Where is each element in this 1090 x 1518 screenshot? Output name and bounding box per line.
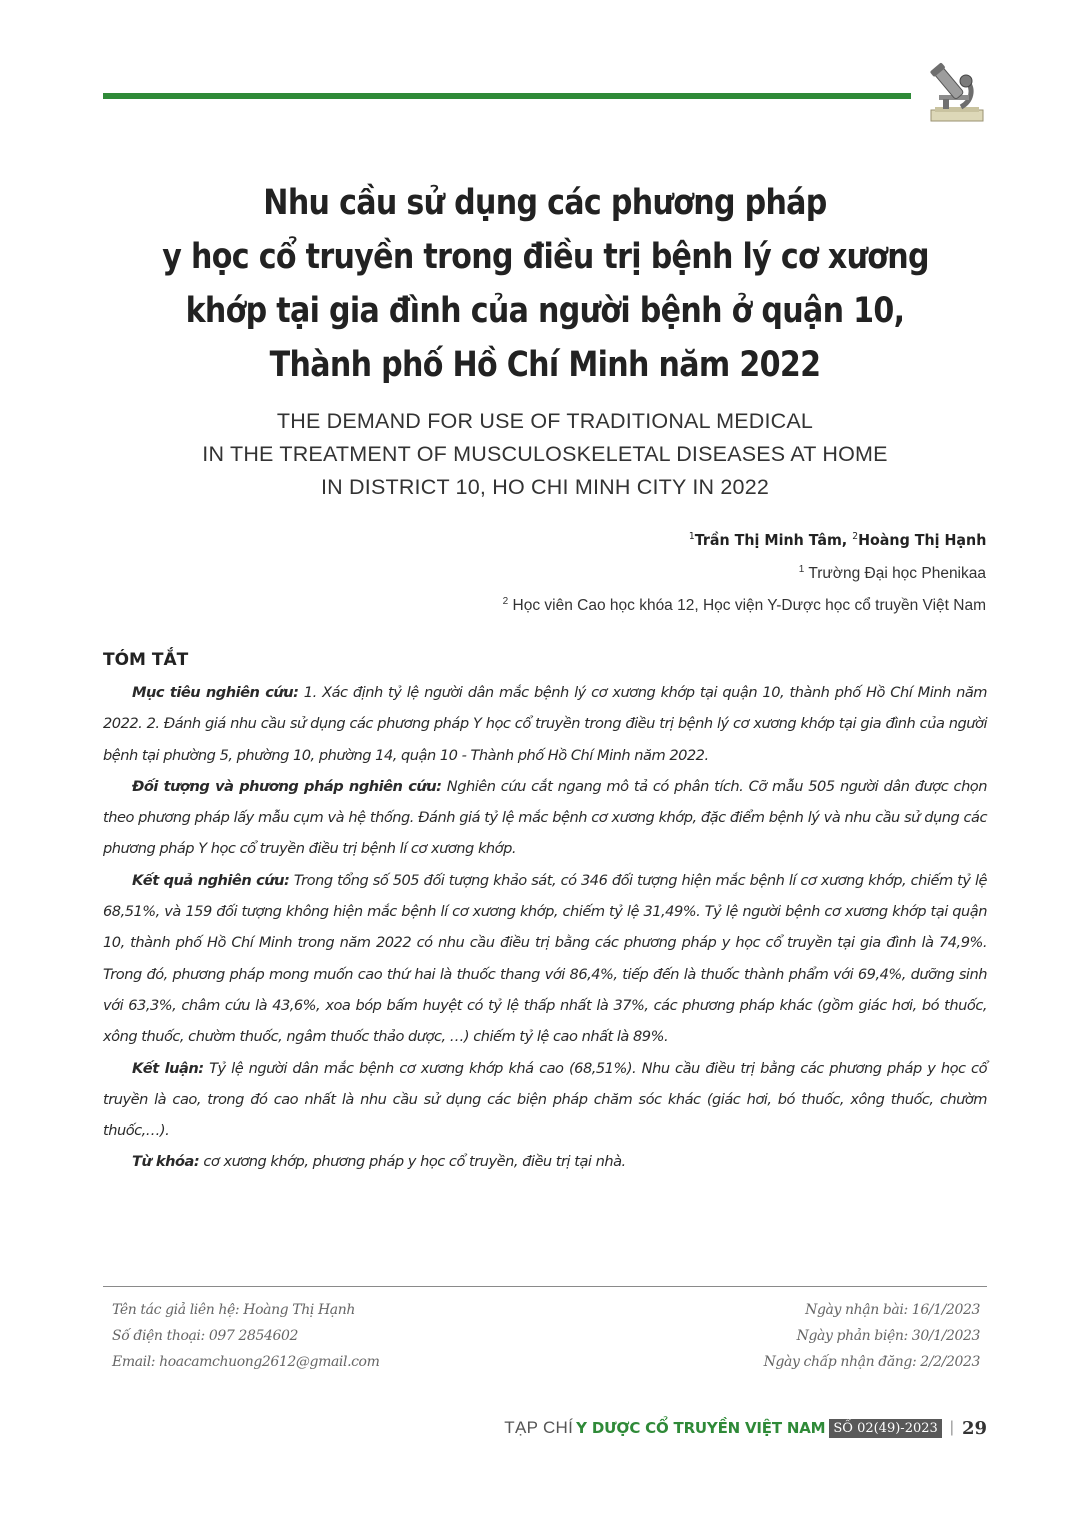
paragraph-text: Trong tổng số 505 đối tượng khảo sát, có 346 đối tượng hiện mắc bệnh lí cơ xương khớp, chiếm tỷ lệ 68,51%, và 159 đối tượng không hiện mắc bệnh lí cơ xương khớp, chiếm tỷ lệ 31,49%. Tỷ lệ người bệnh cơ xương khớp tại quận 10, thành phố Hồ Chí Minh trong năm 2022 có nhu cầu điều trị bằng các phương pháp y học cổ truyền tại gia đình là 74,9%. Trong đó, phương pháp mong muốn cao thứ hai là thuốc thang với 86,4%, tiếp đến là thuốc thành phẩm với 69,4%, dưỡng sinh với 63,3%, châm cứu là 43,6%, xoa bóp bấm huyệt có tỷ lệ thấp nhất là 37%, các phương pháp khác (gồm giác hơi, bó thuốc, xông thuốc, chườm thuốc, ngâm thuốc thảo dược, …) chiếm tỷ lệ cao nhất là 89%. (103, 871, 988, 1046)
author-list (689, 531, 986, 549)
date-received: Ngày nhận bài: 16/1/2023 (805, 1302, 980, 1318)
paragraph-label: Kết quả nghiên cứu: (132, 871, 290, 889)
paragraph-text: Nghiên cứu cắt ngang mô tả có phân tích. Cỡ mẫu 505 người dân được chọn theo phương pháp lấy mẫu cụm và hệ thống. Đánh giá tỷ lệ mắc bệnh cơ xương khớp, đặc điểm bệnh lý và nhu cầu sử dụng các phương pháp Y học cổ truyền điều trị bệnh lí cơ xương khớp. (103, 777, 987, 858)
separator: | (949, 1419, 954, 1436)
affiliation-superscript: 1 (798, 564, 805, 575)
affiliation-text: Học viên Cao học khóa 12, Học viện Y-Dược học cổ truyền Việt Nam (512, 597, 986, 615)
title-line: Nhu cầu sử dụng các phương pháp (263, 183, 827, 223)
journal-name: Y DƯỢC CỔ TRUYỀN VIỆT NAM (576, 1419, 826, 1437)
date-reviewed: Ngày phản biện: 30/1/2023 (796, 1328, 980, 1345)
page-number: 29 (961, 1417, 987, 1439)
journal-prefix: TẠP CHÍ (504, 1418, 574, 1437)
english-title-line: THE DEMAND FOR USE OF TRADITIONAL MEDICAL (276, 409, 814, 433)
title-line: y học cổ truyền trong điều trị bệnh lý cơ xương (162, 237, 929, 277)
abstract-paragraph-keywords (103, 1146, 987, 1177)
english-title-line: IN DISTRICT 10, HO CHI MINH CITY IN 2022 (320, 475, 770, 499)
title-line: khớp tại gia đình của người bệnh ở quận 10, (185, 291, 905, 331)
abstract-paragraph-results (103, 865, 987, 1053)
english-title-line: IN THE TREATMENT OF MUSCULOSKELETAL DISEASES AT HOME (202, 442, 888, 466)
author-name: Trần Thị Minh Tâm, (694, 531, 847, 550)
paragraph-label: Mục tiêu nghiên cứu: (132, 684, 299, 701)
abstract-paragraph-objective (103, 677, 987, 771)
microscope-icon (917, 55, 989, 127)
paragraph-text: Tỷ lệ người dân mắc bệnh cơ xương khớp khá cao (68,51%). Nhu cầu điều trị bằng các phương pháp y học cổ truyền là cao, trong đó cao nhất là nhu cầu sử dụng các biện pháp chăm sóc khác (giác hơi, bó thuốc, xông thuốc, chườm thuốc,…). (103, 1059, 987, 1140)
abstract-body (103, 677, 987, 1178)
journal-footer (504, 1415, 987, 1441)
affiliation (799, 564, 986, 583)
header-rule (103, 93, 911, 99)
date-accepted: Ngày chấp nhận đăng: 2/2/2023 (763, 1354, 980, 1371)
affiliation (503, 596, 986, 615)
paragraph-label: Từ khóa: (132, 1153, 200, 1171)
english-title (100, 405, 990, 504)
article-title (162, 176, 927, 392)
abstract-paragraph-conclusion (103, 1053, 987, 1147)
author-superscript: 2 (851, 531, 858, 542)
article-dates (764, 1297, 980, 1376)
contact-phone: Số điện thoại: 097 2854602 (112, 1328, 298, 1345)
contact-email: Email: hoacamchuong2612@gmail.com (112, 1354, 380, 1371)
author-superscript: 1 (688, 531, 695, 542)
contact-name: Tên tác giả liên hệ: Hoàng Thị Hạnh (112, 1302, 355, 1318)
paragraph-label: Đối tượng và phương pháp nghiên cứu: (132, 777, 442, 795)
affiliation-text: Trường Đại học Phenikaa (808, 565, 986, 583)
paragraph-text: cơ xương khớp, phương pháp y học cổ truyền, điều trị tại nhà. (199, 1153, 626, 1171)
footnote-rule (103, 1286, 987, 1287)
paragraph-label: Kết luận: (132, 1059, 204, 1077)
abstract-paragraph-methods (103, 771, 987, 865)
author-name: Hoàng Thị Hạnh (857, 531, 986, 550)
abstract-heading: TÓM TẮT (103, 650, 189, 670)
title-line: Thành phố Hồ Chí Minh năm 2022 (269, 345, 821, 385)
affiliation-superscript: 2 (502, 596, 509, 607)
corresponding-author-info (112, 1297, 379, 1376)
issue-badge: SỐ 02(49)-2023 (829, 1419, 941, 1438)
paragraph-text: 1. Xác định tỷ lệ người dân mắc bệnh lý cơ xương khớp tại quận 10, thành phố Hồ Chí Minh năm 2022. 2. Đánh giá nhu cầu sử dụng các phương pháp Y học cổ truyền trong điều trị bệnh lý cơ xương khớp tại gia đình của người bệnh tại phường 5, phường 10, phường 14, quận 10 - Thành phố Hồ Chí Minh năm 2022. (103, 684, 987, 764)
